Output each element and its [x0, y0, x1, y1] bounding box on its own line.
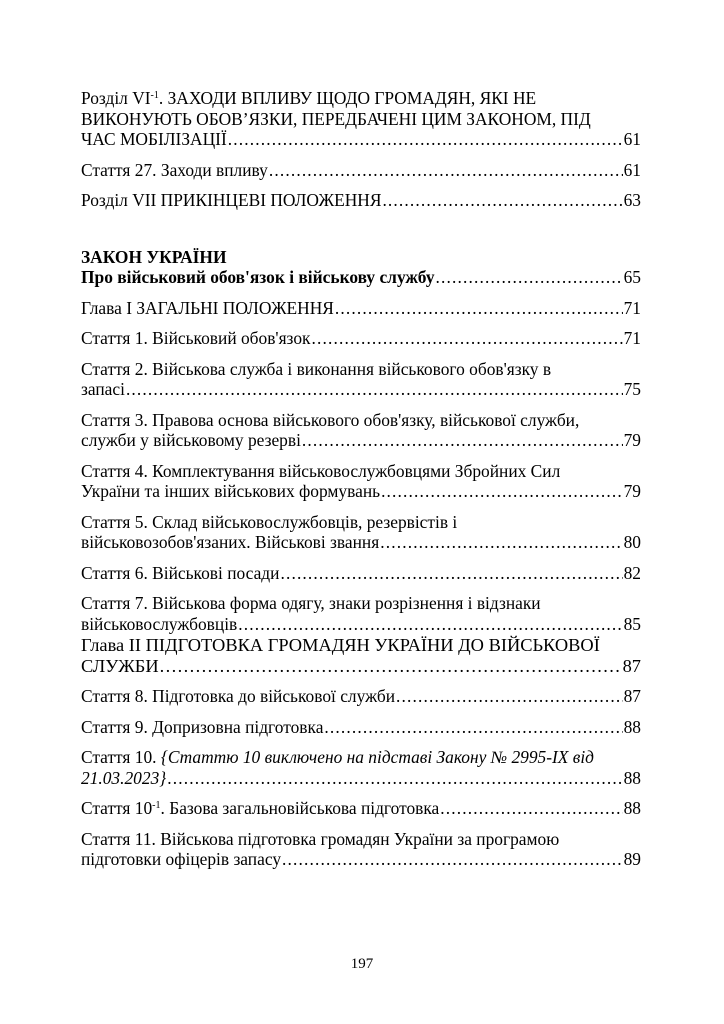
toc-entry-section-7: Розділ VII ПРИКІНЦЕВІ ПОЛОЖЕННЯ . . . 63	[81, 190, 641, 211]
toc-entry-law-title: Про військовий обов'язок і військову службу . . . 65	[81, 267, 641, 288]
toc-line: Розділ $VI^{-1}$. ЗАХОДИ ВПЛИВУ ЩОДО ГРОМАДЯН, ЯКІ НЕ	[81, 88, 537, 108]
toc-line: ЧАС МОБІЛІЗАЦІЇ . . . 61	[81, 129, 641, 150]
page-ref: 71	[623, 328, 641, 348]
toc-entries	[81, 298, 641, 870]
page-ref: 61	[623, 129, 641, 149]
page-ref: 85	[623, 613, 641, 634]
toc-entry-article-27: Стаття 27. Заходи впливу . . . 61	[81, 160, 641, 181]
page-ref: 89	[623, 849, 641, 869]
toc-entry-article-10-1: Стаття $10^{-1}$. Базова загальновійськова підготовка . . . 88	[81, 798, 641, 819]
page-ref: 61	[623, 159, 641, 180]
page-ref: 82	[623, 562, 641, 583]
page-ref: 80	[623, 532, 641, 552]
page-ref: 88	[623, 798, 641, 818]
page-ref: 88	[623, 767, 641, 788]
toc-entry: Стаття 4. Комплектування військовослужбовцями Збройних Сил України та інших військових формувань . . . 79	[81, 461, 641, 502]
page-ref: 88	[623, 716, 641, 737]
page-ref: 87	[622, 655, 641, 676]
law-heading: ЗАКОН УКРАЇНИ	[81, 246, 227, 267]
page-ref: 75	[623, 379, 641, 399]
toc-entry-section-6-1	[81, 88, 641, 150]
toc-entry: Стаття 9. Допризовна підготовка . . . 88	[81, 717, 641, 738]
toc-page	[81, 88, 641, 880]
page-ref: 63	[623, 190, 641, 210]
toc-line: ВИКОНУЮТЬ ОБОВ’ЯЗКИ, ПЕРЕДБАЧЕНІ ЦИМ ЗАКОНОМ, ПІД	[81, 108, 591, 129]
toc-entry: Стаття 2. Військова служба і виконання військового обов'язку в запасі . . . 75	[81, 359, 641, 400]
page-ref: 65	[623, 267, 641, 287]
toc-entry: Глава І ЗАГАЛЬНІ ПОЛОЖЕННЯ . . . 71	[81, 298, 641, 319]
page-ref: 79	[623, 430, 641, 450]
toc-entry: Стаття 1. Військовий обов'язок . . . 71	[81, 328, 641, 349]
page-ref: 79	[623, 481, 641, 501]
toc-entry: Стаття 7. Військова форма одягу, знаки розрізнення і відзнаки військовослужбовців . . . 85	[81, 593, 641, 634]
toc-entry: Стаття 5. Склад військовослужбовців, резервістів і військовозобов'язаних. Військові звання . . . 80	[81, 512, 641, 553]
page-ref: 87	[623, 686, 641, 706]
toc-entry: Стаття 3. Правова основа військового обов'язку, військової служби, служби у військовому резерві . . . 79	[81, 410, 641, 451]
toc-entry: Стаття 6. Військові посади . . . 82	[81, 563, 641, 584]
toc-entry-chapter-2: Глава ІІ ПІДГОТОВКА ГРОМАДЯН УКРАЇНИ ДО ВІЙСЬКОВОЇ СЛУЖБИ . . . 87	[81, 635, 641, 676]
toc-entry: Стаття 8. Підготовка до військової служби . . . 87	[81, 686, 641, 707]
toc-entry: Стаття 11. Військова підготовка громадян України за програмою підготовки офіцерів запасу . . . 89	[81, 829, 641, 870]
page-number: 197	[350, 956, 374, 972]
page-ref: 71	[623, 297, 641, 318]
toc-entry-article-10: Стаття 10. {Статтю 10 виключено на підставі Закону № 2995-IX від 21.03.2023} . . . 88	[81, 747, 641, 788]
